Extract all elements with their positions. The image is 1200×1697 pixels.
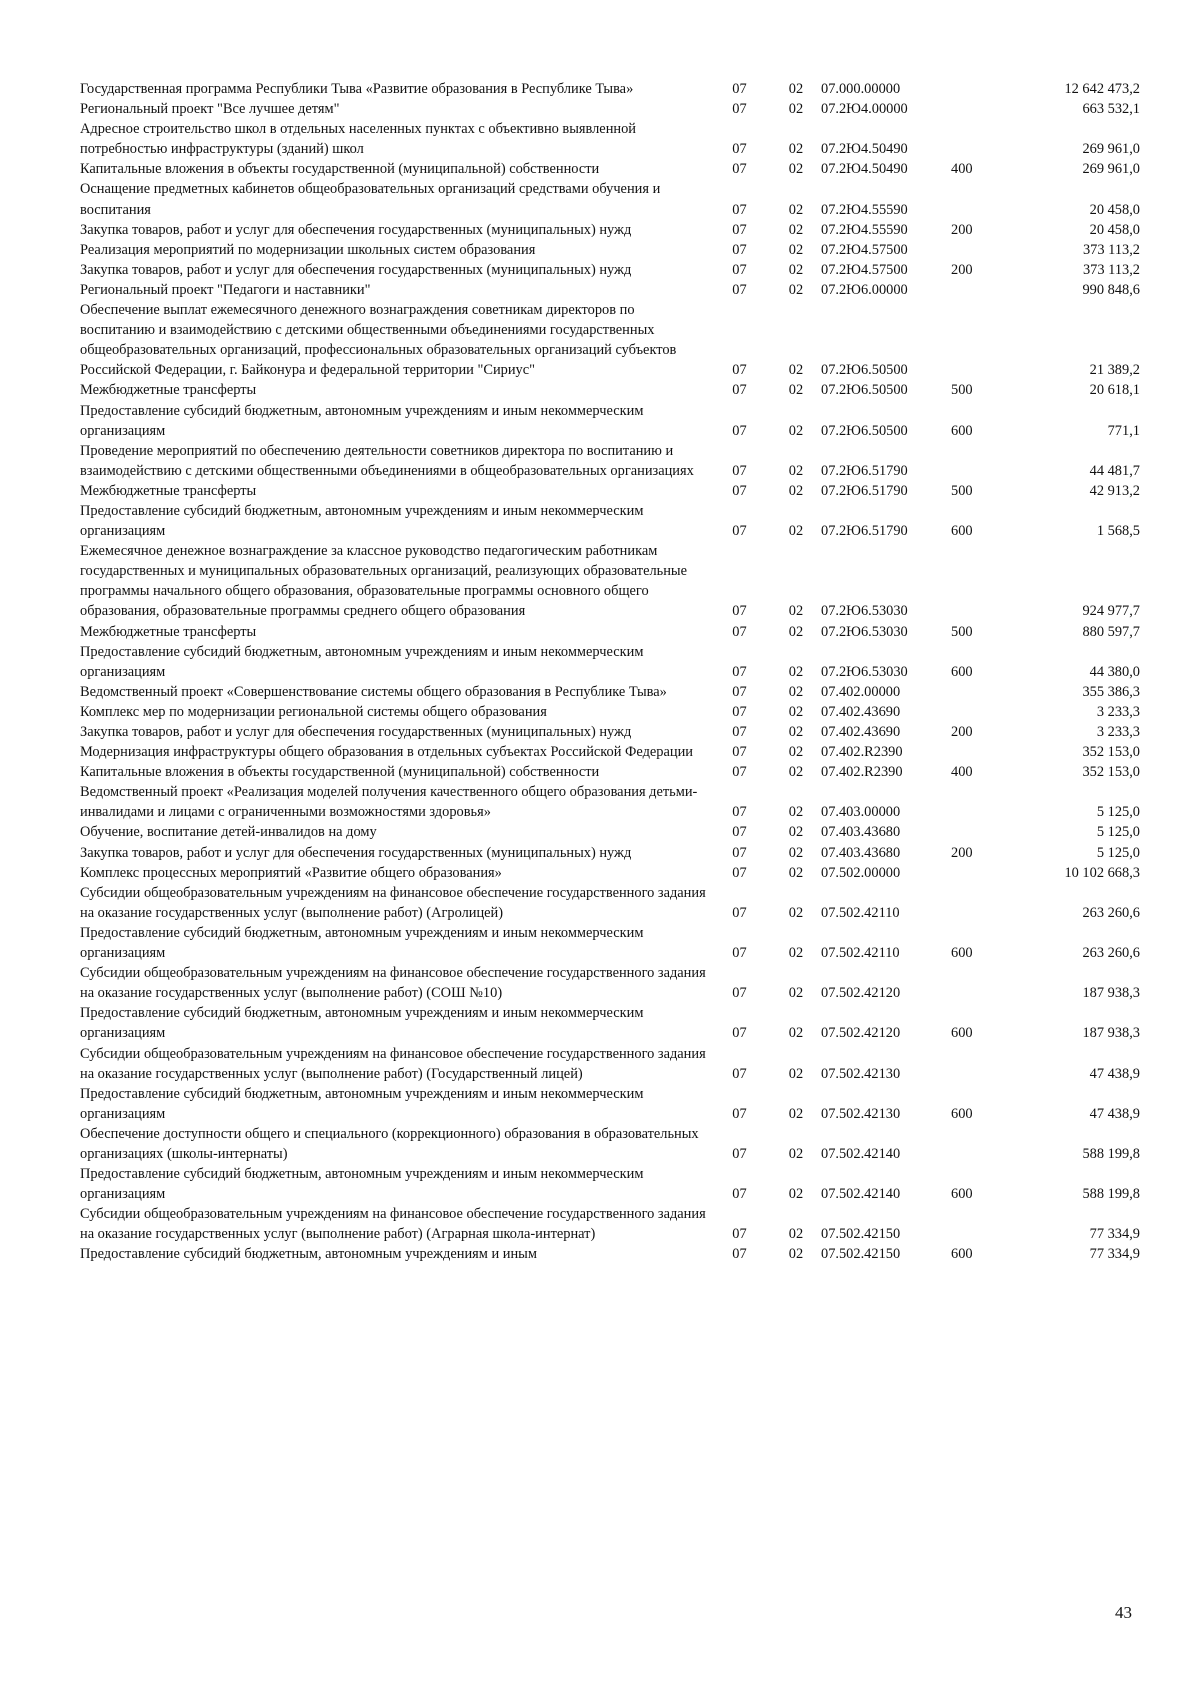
row-amount: 10 102 668,3 — [1064, 864, 1140, 881]
row-subsection: 02 — [788, 724, 804, 740]
row-name: Межбюджетные трансферты — [80, 482, 257, 499]
row-expense-type: 600 — [951, 422, 973, 439]
row-name: Комплекс процессных мероприятий «Развитие общего образования» — [80, 864, 502, 881]
row-subsection: 02 — [788, 1025, 804, 1042]
table-row — [80, 501, 1140, 541]
row-name: Предоставление субсидий бюджетным, автономным учреждениям и иным некоммерческим организациям — [80, 924, 644, 962]
row-subsection: 02 — [788, 904, 804, 921]
row-expense-type: 200 — [951, 261, 973, 278]
row-expense-type: 200 — [951, 221, 973, 238]
row-amount: 263 260,6 — [1082, 904, 1140, 921]
table-row — [80, 300, 1140, 380]
row-expense-type — [951, 782, 1003, 822]
row-section: 07 — [732, 422, 747, 439]
row-target-item: 07.502.42110 — [821, 945, 900, 962]
row-name: Предоставление субсидий бюджетным, автономным учреждениям и иным — [80, 1246, 537, 1263]
row-name: Капитальные вложения в объекты государственной (муниципальной) собственности — [80, 161, 600, 178]
row-expense-type: 500 — [951, 623, 973, 640]
row-name: Реализация мероприятий по модернизации школьных систем образования — [80, 241, 536, 258]
row-amount: 44 380,0 — [1089, 663, 1140, 680]
table-row — [80, 843, 1140, 863]
row-expense-type: 500 — [951, 382, 973, 399]
row-target-item: 07.2Ю4.57500 — [821, 261, 908, 278]
row-subsection: 02 — [788, 201, 804, 218]
row-name: Обеспечение доступности общего и специального (коррекционного) образования в образовательных организациях (школы-интернаты) — [80, 1125, 699, 1162]
row-name: Оснащение предметных кабинетов общеобразовательных организаций средствами обучения и воспитания — [80, 181, 661, 218]
row-section: 07 — [732, 945, 747, 962]
row-subsection: 02 — [788, 422, 804, 439]
row-target-item: 07.2Ю6.51790 — [821, 523, 908, 540]
table-row — [80, 1164, 1140, 1204]
row-expense-type — [951, 541, 1003, 621]
row-name: Обучение, воспитание детей-инвалидов на дому — [80, 824, 377, 841]
row-target-item: 07.402.R2390 — [821, 744, 903, 761]
row-amount: 1 568,5 — [1096, 523, 1140, 540]
row-section: 07 — [732, 362, 747, 379]
row-expense-type — [951, 1124, 1003, 1164]
row-expense-type: 600 — [951, 663, 973, 680]
row-section: 07 — [732, 683, 747, 700]
row-name: Предоставление субсидий бюджетным, автономным учреждениям и иным некоммерческим организациям — [80, 1166, 644, 1203]
row-expense-type — [951, 1044, 1003, 1084]
row-amount: 373 113,2 — [1082, 241, 1140, 258]
row-target-item: 07.502.42120 — [821, 1025, 901, 1042]
row-subsection: 02 — [788, 844, 804, 861]
row-amount: 588 199,8 — [1082, 1186, 1140, 1203]
row-section: 07 — [732, 462, 747, 479]
row-subsection: 02 — [788, 945, 804, 962]
row-target-item: 07.502.00000 — [821, 864, 901, 881]
row-section: 07 — [732, 724, 747, 740]
row-subsection: 02 — [788, 362, 804, 379]
row-name: Закупка товаров, работ и услуг для обеспечения государственных (муниципальных) нужд — [80, 221, 632, 238]
row-subsection: 02 — [788, 744, 804, 761]
table-row — [80, 441, 1140, 481]
row-amount: 663 532,1 — [1082, 101, 1140, 118]
row-expense-type: 500 — [951, 482, 973, 499]
row-amount: 3 233,3 — [1096, 703, 1140, 720]
row-target-item: 07.2Ю4.50490 — [821, 141, 908, 158]
row-expense-type: 600 — [951, 523, 973, 540]
row-section: 07 — [732, 1065, 747, 1082]
row-expense-type: 200 — [951, 844, 973, 861]
row-name: Адресное строительство школ в отдельных населенных пунктах с объективно выявленной потребностью инфраструктуры (зданий) школ — [80, 121, 636, 158]
row-amount: 373 113,2 — [1082, 261, 1140, 278]
row-subsection: 02 — [788, 1226, 804, 1243]
row-amount: 352 153,0 — [1082, 764, 1140, 781]
row-target-item: 07.2Ю4.55590 — [821, 221, 908, 238]
row-section: 07 — [732, 221, 747, 238]
row-subsection: 02 — [788, 1065, 804, 1082]
row-section: 07 — [732, 1246, 747, 1263]
row-section: 07 — [732, 1105, 747, 1122]
row-amount: 44 481,7 — [1089, 462, 1140, 479]
row-amount: 352 153,0 — [1082, 744, 1140, 761]
row-subsection: 02 — [788, 603, 804, 620]
table-row — [80, 1003, 1140, 1043]
row-name: Межбюджетные трансферты — [80, 382, 257, 399]
table-row — [80, 622, 1140, 642]
row-target-item: 07.402.43690 — [821, 703, 901, 720]
row-section: 07 — [732, 1186, 747, 1203]
row-section: 07 — [732, 482, 747, 499]
row-subsection: 02 — [788, 764, 804, 781]
row-amount: 924 977,7 — [1082, 603, 1140, 620]
row-section: 07 — [732, 663, 747, 680]
row-section: 07 — [732, 161, 747, 178]
row-name: Субсидии общеобразовательным учреждениям на финансовое обеспечение государственного задания на оказание государственных услуг (выполнение работ) (СОШ №10) — [80, 965, 706, 1002]
row-expense-type — [951, 1204, 1003, 1244]
row-expense-type — [951, 79, 1003, 99]
row-amount: 771,1 — [1107, 422, 1140, 439]
row-expense-type — [951, 682, 1003, 702]
table-row — [80, 380, 1140, 400]
row-target-item: 07.2Ю6.50500 — [821, 382, 908, 399]
table-row — [80, 963, 1140, 1003]
row-name: Закупка товаров, работ и услуг для обеспечения государственных (муниципальных) нужд — [80, 724, 632, 740]
row-name: Субсидии общеобразовательным учреждениям на финансовое обеспечение государственного задания на оказание государственных услуг (выполнение работ) (Государственный лицей) — [80, 1045, 706, 1082]
row-subsection: 02 — [788, 623, 804, 640]
row-target-item: 07.402.R2390 — [821, 764, 903, 781]
table-row — [80, 863, 1140, 883]
row-amount: 21 389,2 — [1089, 362, 1140, 379]
table-row — [80, 220, 1140, 240]
table-row — [80, 642, 1140, 682]
row-amount: 5 125,0 — [1096, 844, 1140, 861]
row-target-item: 07.502.42140 — [821, 1145, 901, 1162]
row-expense-type — [951, 179, 1003, 219]
table-row — [80, 260, 1140, 280]
row-name: Субсидии общеобразовательным учреждениям на финансовое обеспечение государственного задания на оказание государственных услуг (выполнение работ) (Аграрная школа-интернат) — [80, 1206, 706, 1243]
row-amount: 588 199,8 — [1082, 1145, 1140, 1162]
row-amount: 187 938,3 — [1082, 985, 1140, 1002]
row-name: Региональный проект "Все лучшее детям" — [80, 101, 340, 118]
row-subsection: 02 — [788, 101, 804, 118]
row-target-item: 07.402.00000 — [821, 683, 901, 700]
row-section: 07 — [732, 1145, 747, 1162]
table-row — [80, 762, 1140, 782]
row-target-item: 07.502.42120 — [821, 985, 901, 1002]
row-section: 07 — [732, 864, 747, 881]
row-subsection: 02 — [788, 703, 804, 720]
table-row — [80, 1124, 1140, 1164]
row-expense-type — [951, 883, 1003, 923]
row-target-item: 07.502.42150 — [821, 1246, 901, 1263]
row-amount: 20 618,1 — [1089, 382, 1140, 399]
row-subsection: 02 — [788, 161, 804, 178]
table-row — [80, 883, 1140, 923]
row-subsection: 02 — [788, 141, 804, 158]
row-subsection: 02 — [788, 1105, 804, 1122]
row-section: 07 — [732, 844, 747, 861]
row-amount: 77 334,9 — [1089, 1226, 1140, 1243]
row-target-item: 07.2Ю6.00000 — [821, 281, 908, 298]
row-name: Ежемесячное денежное вознаграждение за классное руководство педагогическим работникам государственных и муниципальных образовательных организаций, реализующих образовательные программы начального общего образования, образовательные программы основного общего образования, образовательные программы среднего общего образования — [80, 543, 687, 620]
row-name: Предоставление субсидий бюджетным, автономным учреждениям и иным некоммерческим организациям — [80, 643, 644, 680]
row-expense-type: 600 — [951, 1025, 973, 1042]
table-row — [80, 119, 1140, 159]
row-name: Капитальные вложения в объекты государственной (муниципальной) собственности — [80, 764, 600, 781]
row-section: 07 — [732, 261, 747, 278]
row-expense-type: 200 — [951, 724, 973, 740]
table-row — [80, 822, 1140, 842]
row-subsection: 02 — [788, 281, 804, 298]
row-expense-type — [951, 300, 1003, 380]
row-name: Предоставление субсидий бюджетным, автономным учреждениям и иным некоммерческим организациям — [80, 402, 644, 439]
row-target-item: 07.2Ю6.51790 — [821, 482, 908, 499]
row-section: 07 — [732, 824, 747, 841]
row-section: 07 — [732, 101, 747, 118]
row-target-item: 07.403.00000 — [821, 804, 901, 821]
row-target-item: 07.502.42110 — [821, 904, 900, 921]
row-amount: 3 233,3 — [1096, 724, 1140, 740]
table-row — [80, 159, 1140, 179]
row-name: Субсидии общеобразовательным учреждениям на финансовое обеспечение государственного задания на оказание государственных услуг (выполнение работ) (Агролицей) — [80, 884, 706, 921]
row-subsection: 02 — [788, 824, 804, 841]
table-row — [80, 722, 1140, 742]
row-amount: 20 458,0 — [1089, 201, 1140, 218]
row-amount: 269 961,0 — [1082, 141, 1140, 158]
row-target-item: 07.403.43680 — [821, 844, 901, 861]
row-name: Обеспечение выплат ежемесячного денежного вознаграждения советникам директоров по воспитанию и взаимодействию с детскими общественными объединениями государственных общеобразовательных организаций, профессиональных образовательных организаций субъектов Российской Федерации, г. Байконура и федеральной территории "Сириус" — [80, 302, 677, 379]
row-target-item: 07.402.43690 — [821, 724, 901, 740]
table-body — [80, 79, 1140, 1265]
row-section: 07 — [732, 241, 747, 258]
row-expense-type: 600 — [951, 945, 973, 962]
table-row — [80, 682, 1140, 702]
row-amount: 12 642 473,2 — [1064, 81, 1140, 97]
table-row — [80, 240, 1140, 260]
row-section: 07 — [732, 985, 747, 1002]
row-subsection: 02 — [788, 81, 804, 97]
row-section: 07 — [732, 603, 747, 620]
row-subsection: 02 — [788, 804, 804, 821]
row-expense-type — [951, 702, 1003, 722]
row-subsection: 02 — [788, 241, 804, 258]
row-section: 07 — [732, 382, 747, 399]
row-target-item: 07.502.42130 — [821, 1065, 901, 1082]
row-amount: 5 125,0 — [1096, 804, 1140, 821]
row-name: Региональный проект "Педагоги и наставники" — [80, 281, 371, 298]
row-target-item: 07.502.42150 — [821, 1226, 901, 1243]
row-amount: 77 334,9 — [1089, 1246, 1140, 1263]
row-name: Проведение мероприятий по обеспечению деятельности советников директора по воспитанию и взаимодействию с детскими общественными объединениями в общеобразовательных организациях — [80, 442, 694, 479]
row-amount: 263 260,6 — [1082, 945, 1140, 962]
row-section: 07 — [732, 81, 747, 97]
row-section: 07 — [732, 141, 747, 158]
row-amount: 990 848,6 — [1082, 281, 1140, 298]
row-expense-type — [951, 742, 1003, 762]
row-section: 07 — [732, 904, 747, 921]
row-amount: 47 438,9 — [1089, 1065, 1140, 1082]
row-expense-type — [951, 863, 1003, 883]
table-row — [80, 401, 1140, 441]
table-row — [80, 280, 1140, 300]
row-subsection: 02 — [788, 864, 804, 881]
page-number: 43 — [1115, 1603, 1132, 1622]
table-row — [80, 79, 1140, 99]
table-row — [80, 99, 1140, 119]
row-expense-type — [951, 280, 1003, 300]
row-subsection: 02 — [788, 1246, 804, 1263]
row-amount: 47 438,9 — [1089, 1105, 1140, 1122]
table-row — [80, 481, 1140, 501]
row-subsection: 02 — [788, 523, 804, 540]
row-subsection: 02 — [788, 482, 804, 499]
row-name: Закупка товаров, работ и услуг для обеспечения государственных (муниципальных) нужд — [80, 261, 632, 278]
row-expense-type — [951, 963, 1003, 1003]
row-amount: 355 386,3 — [1082, 683, 1140, 700]
row-section: 07 — [732, 744, 747, 761]
row-amount: 269 961,0 — [1082, 161, 1140, 178]
row-subsection: 02 — [788, 1186, 804, 1203]
row-section: 07 — [732, 764, 747, 781]
row-section: 07 — [732, 703, 747, 720]
row-section: 07 — [732, 623, 747, 640]
row-name: Межбюджетные трансферты — [80, 623, 257, 640]
row-expense-type — [951, 240, 1003, 260]
row-section: 07 — [732, 1226, 747, 1243]
row-subsection: 02 — [788, 1145, 804, 1162]
row-section: 07 — [732, 1025, 747, 1042]
row-expense-type — [951, 99, 1003, 119]
row-amount: 5 125,0 — [1096, 824, 1140, 841]
row-subsection: 02 — [788, 261, 804, 278]
row-name: Ведомственный проект «Совершенствование системы общего образования в Республике Тыва» — [80, 683, 667, 700]
row-subsection: 02 — [788, 382, 804, 399]
row-target-item: 07.2Ю4.55590 — [821, 201, 908, 218]
row-name: Комплекс мер по модернизации региональной системы общего образования — [80, 703, 547, 720]
row-amount: 42 913,2 — [1089, 482, 1140, 499]
row-target-item: 07.502.42130 — [821, 1105, 901, 1122]
row-name: Закупка товаров, работ и услуг для обеспечения государственных (муниципальных) нужд — [80, 844, 632, 861]
row-target-item: 07.000.00000 — [821, 81, 901, 97]
row-target-item: 07.2Ю6.53030 — [821, 623, 908, 640]
row-name: Предоставление субсидий бюджетным, автономным учреждениям и иным некоммерческим организациям — [80, 1085, 644, 1122]
row-name: Предоставление субсидий бюджетным, автономным учреждениям и иным некоммерческим организациям — [80, 1005, 644, 1042]
row-expense-type — [951, 441, 1003, 481]
row-expense-type: 600 — [951, 1105, 973, 1122]
row-target-item: 07.502.42140 — [821, 1186, 901, 1203]
budget-table — [80, 79, 1140, 1265]
row-target-item: 07.2Ю6.53030 — [821, 603, 908, 620]
row-target-item: 07.2Ю4.57500 — [821, 241, 908, 258]
row-amount: 20 458,0 — [1089, 221, 1140, 238]
row-section: 07 — [732, 281, 747, 298]
row-target-item: 07.2Ю4.50490 — [821, 161, 908, 178]
row-section: 07 — [732, 804, 747, 821]
row-expense-type — [951, 822, 1003, 842]
row-subsection: 02 — [788, 462, 804, 479]
row-expense-type: 600 — [951, 1186, 973, 1203]
row-target-item: 07.2Ю6.51790 — [821, 462, 908, 479]
row-target-item: 07.2Ю6.50500 — [821, 362, 908, 379]
table-row — [80, 541, 1140, 621]
table-row — [80, 1084, 1140, 1124]
row-target-item: 07.403.43680 — [821, 824, 901, 841]
row-expense-type: 400 — [951, 161, 973, 178]
table-row — [80, 702, 1140, 722]
row-amount: 187 938,3 — [1082, 1025, 1140, 1042]
table-row — [80, 179, 1140, 219]
row-expense-type: 600 — [951, 1246, 973, 1263]
table-row — [80, 1044, 1140, 1084]
row-target-item: 07.2Ю6.50500 — [821, 422, 908, 439]
row-name: Модернизация инфраструктуры общего образования в отдельных субъектах Российской Федерации — [80, 744, 693, 761]
row-amount: 880 597,7 — [1082, 623, 1140, 640]
row-section: 07 — [732, 523, 747, 540]
row-subsection: 02 — [788, 683, 804, 700]
row-expense-type — [951, 119, 1003, 159]
row-subsection: 02 — [788, 985, 804, 1002]
table-row — [80, 742, 1140, 762]
row-subsection: 02 — [788, 663, 804, 680]
row-expense-type: 400 — [951, 764, 973, 781]
table-row — [80, 923, 1140, 963]
table-row — [80, 1204, 1140, 1244]
row-name: Ведомственный проект «Реализация моделей получения качественного общего образования детьми-инвалидами и лицами с ограниченными возможностями здоровья» — [80, 784, 698, 821]
table-row — [80, 1244, 1140, 1264]
table-row — [80, 782, 1140, 822]
row-target-item: 07.2Ю4.00000 — [821, 101, 908, 118]
row-name: Предоставление субсидий бюджетным, автономным учреждениям и иным некоммерческим организациям — [80, 502, 644, 540]
row-target-item: 07.2Ю6.53030 — [821, 663, 908, 680]
row-subsection: 02 — [788, 221, 804, 238]
row-section: 07 — [732, 201, 747, 218]
row-name: Государственная программа Республики Тыва «Развитие образования в Республике Тыва» — [80, 81, 634, 97]
